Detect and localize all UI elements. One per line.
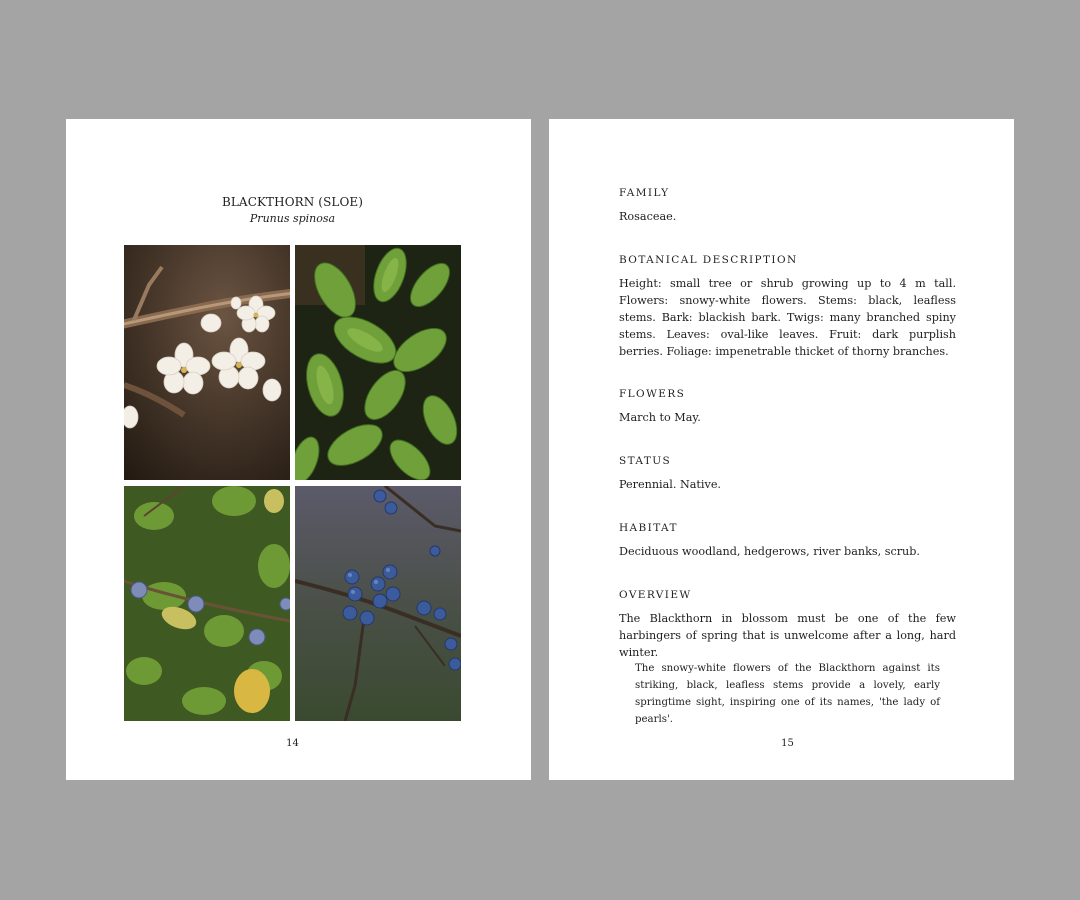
section-habitat [619, 522, 956, 560]
section-status [619, 455, 956, 493]
section-heading: FLOWERS [619, 388, 686, 400]
section-body: The Blackthorn in blossom must be one of the few harbingers of spring that is unwelcome after a long, hard winter. [619, 612, 956, 659]
sloe-berries-photo [295, 486, 461, 721]
left-page [66, 119, 531, 780]
page-number: 14 [286, 738, 299, 749]
section-overview [619, 589, 956, 661]
leaves-photo [295, 245, 461, 480]
section-body: Deciduous woodland, hedgerows, river banks, scrub. [619, 545, 920, 558]
autumn-foliage-photo [124, 486, 290, 721]
photo-grid [124, 245, 461, 721]
blossom-photo [124, 245, 290, 480]
section-heading: STATUS [619, 455, 672, 467]
section-flowers [619, 388, 956, 426]
right-page [549, 119, 1014, 780]
section-heading: OVERVIEW [619, 589, 692, 601]
overview-quote: The snowy-white flowers of the Blackthorn against its striking, black, leafless stems provide a lovely, early springtime sight, inspiring one of its names, 'the lady of pearls'. [635, 663, 940, 725]
page-title: BLACKTHORN (SLOE) [221, 195, 364, 209]
page-number: 15 [781, 738, 794, 749]
section-heading: FAMILY [619, 187, 670, 199]
section-botanical-description [619, 254, 956, 360]
section-body: Rosaceae. [619, 210, 677, 223]
section-body: March to May. [619, 411, 701, 424]
section-heading: BOTANICAL DESCRIPTION [619, 254, 798, 266]
latin-name: Prunus spinosa [249, 212, 336, 225]
section-heading: HABITAT [619, 522, 678, 534]
section-body: Height: small tree or shrub growing up to 4 m tall. Flowers: snowy-white flowers. Stems: black, leafless stems. Bark: blackish bark. Twigs: many branched spiny stems. Leaves: oval-like leaves. Fruit: dark purplish berries. Foliage: impenetrable thicket of thorny branches. [619, 277, 956, 358]
section-family [619, 187, 956, 225]
section-body: Perennial. Native. [619, 478, 721, 491]
